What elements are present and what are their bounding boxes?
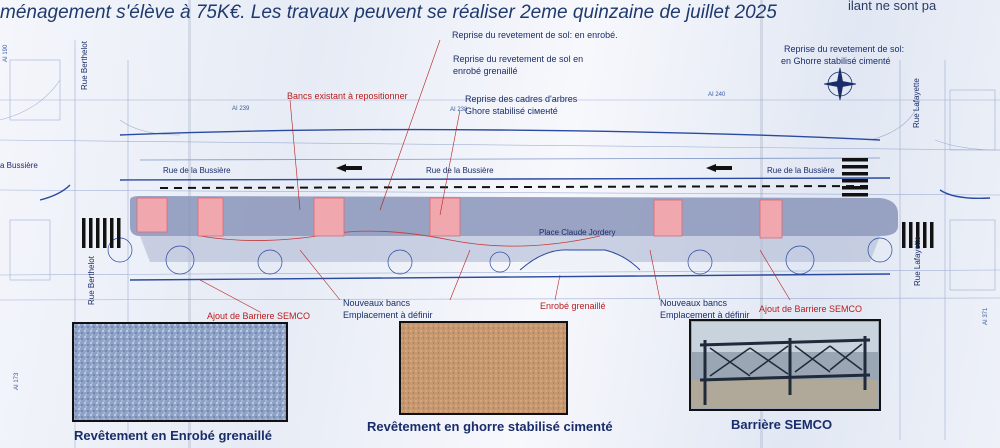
parcel-label: AI 190 [3,44,9,62]
annotation-nouveaux-bancs-right: Emplacement à définir [660,310,750,320]
arrow-left-icon [706,164,732,172]
legend-enrobe-caption: Revêtement en Enrobé grenaillé [74,428,272,443]
annotation-reprise-enrobe: Reprise du revetement de sol: en enrobé. [452,30,618,40]
street-label: Rue Lafayette [913,236,922,286]
paved-band [130,196,898,236]
annotation-reprise-grenaille: enrobé grenaillé [453,66,518,76]
annotation-enrobe-grenaille: Enrobé grenaillé [540,301,606,311]
street-label: Rue de la Bussière [767,166,835,175]
annotation-reprise-grenaille: Reprise du revetement de sol en [453,54,584,64]
arrow-left-icon [336,164,362,172]
legend-ghorre-caption: Revêtement en ghorre stabilisé cimenté [367,419,613,434]
street-label: Rue Lafayette [912,78,921,128]
barrier-photo [690,320,880,410]
annotation-reprise-cadres: Reprise des cadres d'arbres [465,94,578,104]
pedestrian-crossing-top [842,158,868,197]
compass-rose-icon [824,68,856,100]
annotation-reprise-ghorre: en Ghorre stabilisé cimenté [781,56,891,66]
sidewalk-band [140,236,880,262]
street-label: Rue de la Bussière [426,166,494,175]
street-label: Rue Berthelot [87,256,96,305]
header-text: ménagement s'élève à 75K€. Les travaux peuvent se réaliser 2eme quinzaine de juillet 2025 [0,2,777,23]
street-label: Rue Berthelot [80,41,89,90]
parcel-label: AI 173 [14,372,20,390]
parcel-label: AI 240 [708,92,726,98]
annotation-reprise-ghorre: Reprise du revetement de sol: [784,44,905,54]
annotation-ajout-barriere-left: Ajout de Barriere SEMCO [207,311,311,321]
parcel-label: AI 371 [983,307,989,325]
parcel-label: AI 239 [232,106,250,112]
ghorre-swatch [400,322,567,414]
annotation-nouveaux-bancs-left: Nouveaux bancs [343,298,411,308]
place-label: Place Claude Jordery [539,228,616,237]
street-label: a Bussière [0,161,38,170]
street-label: Rue de la Bussière [163,166,231,175]
pedestrian-crossing-left [82,218,121,248]
annotation-reprise-cadres: Ghore stabilisé ciменté [465,106,558,116]
annotation-bancs-existant: Bancs existant à repositionner [287,91,408,101]
header-right-partial: ilant ne sont pa [848,0,937,13]
legend-barriere-caption: Barrière SEMCO [731,417,833,432]
enrobe-swatch [73,323,287,421]
parcel-label: AI 238 [450,107,468,113]
annotation-nouveaux-bancs-right: Nouveaux bancs [660,298,728,308]
annotation-ajout-barriere-right: Ajout de Barriere SEMCO [759,304,863,314]
annotation-nouveaux-bancs-left: Emplacement à définir [343,310,433,320]
